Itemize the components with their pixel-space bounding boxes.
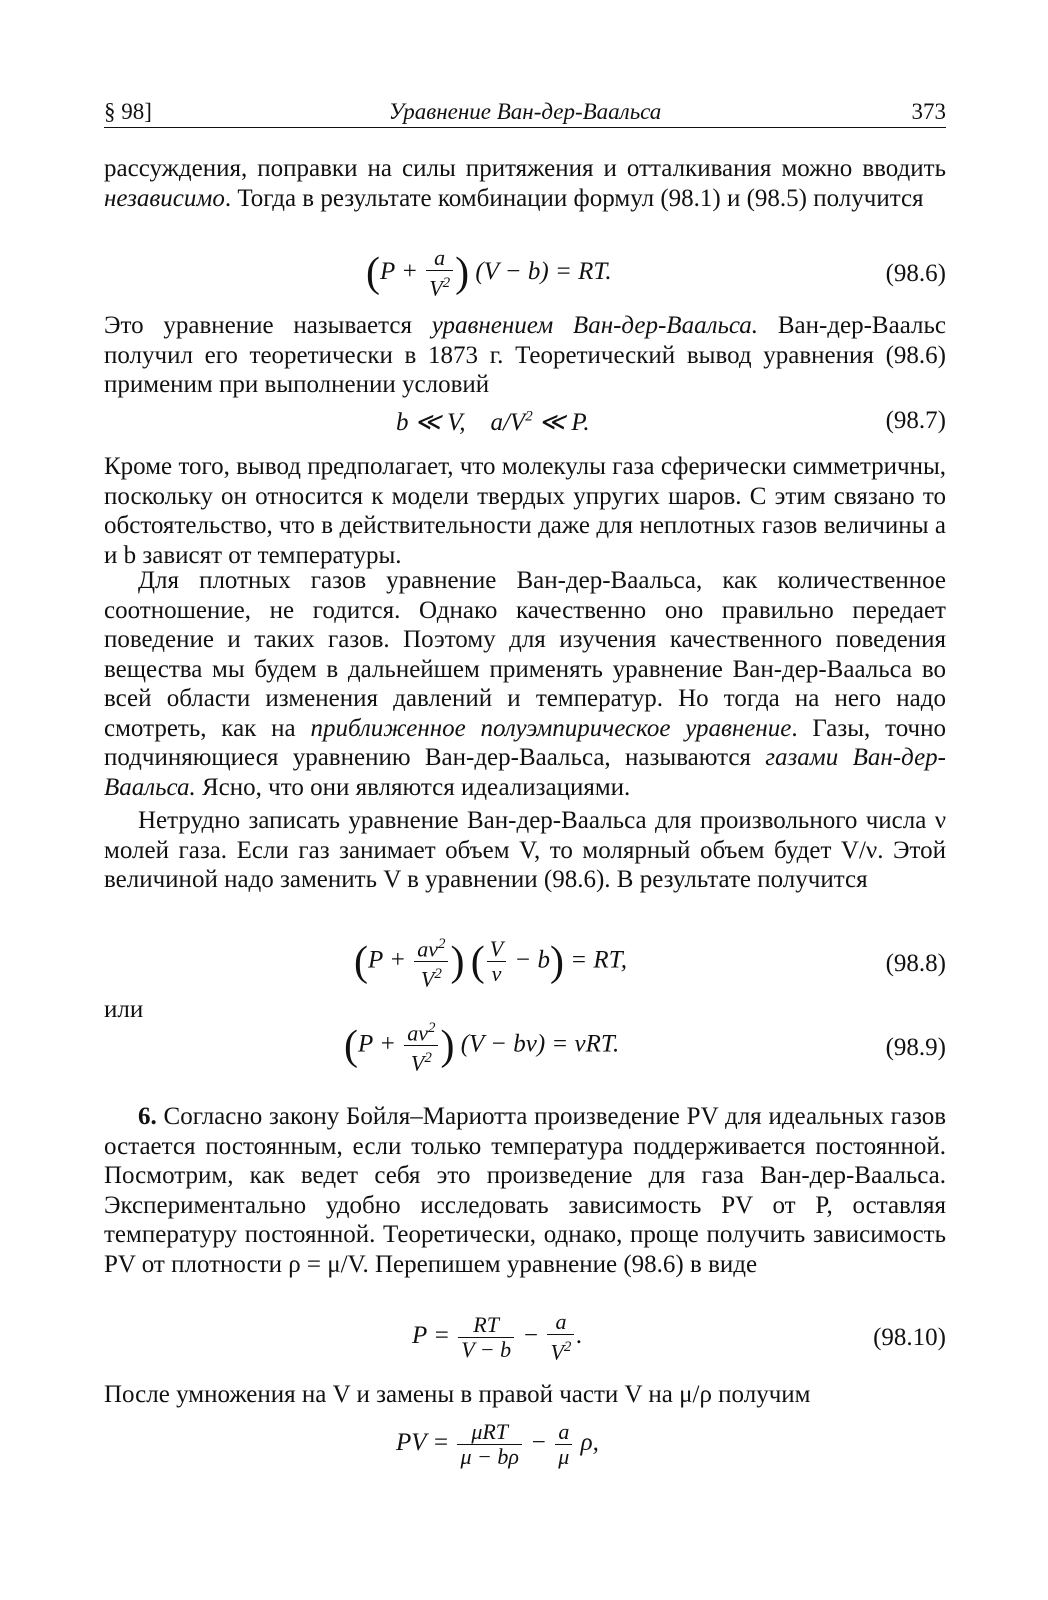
equation-98-8: (P + $\frac{a\nu^2}{V^2}$ ) ( $\frac{V}{\nu}$ − b) = RT, (98.8) — [104, 932, 946, 992]
paragraph-4-emphasis-1: приближенное полуэмпирическое уравнение — [310, 714, 792, 742]
equation-98-7: b ≪ V, $a/V^2$ ≪ P. (98.7) — [396, 407, 946, 436]
paragraph-1-pre: вводить — [862, 155, 946, 182]
paragraph-5 — [104, 806, 946, 895]
equation-tag: (98.7) — [885, 407, 946, 434]
equation-98-6: (P + $\frac{a}{V^2}$ ) (V − b) = RT. (98.6) — [366, 245, 946, 301]
paragraph-4 — [104, 566, 946, 802]
paragraph-2 — [104, 311, 946, 400]
paragraph-4-pre: Для плотных газов уравнение Ван-дер-Ваальса, как количественное соотношение, не годится. Однако качественно оно правильно передает поведение и таких газов. Поэтому для изучения качественного поведения вещества мы будем в дальнейшем применять уравнение Ван-дер-Ваальса во всей области изменения давлений и температур. Но тогда на него надо смотреть, как на — [104, 567, 946, 742]
paragraph-4-emphasis-2: газами Ван-дер-Ваальса. — [104, 744, 946, 801]
paragraph-6-text: Согласно закону Бойля–Мариотта произведение PV для идеальных газов остается постоянным, если только температура поддерживается постоянной. Посмотрим, как ведет себя это произведение для газа Ван-дер-Ваальса. Экспериментально удобно исследовать зависимость PV от P, оставляя температуру постоянной. Теоретически, однако, проще получить зависимость PV от плотности ρ = μ/V. Перепишем уравнение (98.6) в виде — [104, 1103, 946, 1278]
paragraph-2-post: Ван-дер-Ваальс получил его теоретически в 1873 г. Теоретический вывод уравнения (98.6) применим при выполнении условий — [104, 312, 946, 398]
section-number: § 98] — [104, 99, 152, 124]
paragraph-3 — [104, 452, 946, 570]
item-number: 6. — [138, 1103, 157, 1130]
paragraph-1-line1: рассуждения, поправки на силы притяжения и отталкивания можно — [104, 155, 853, 182]
paragraph-1-emphasis: независимо — [104, 184, 225, 212]
equation-tag: (98.9) — [885, 1034, 946, 1061]
equation-pv: PV = $\frac{\text{μRT}}{\mu - b\rho}$ − $\frac{a}{\mu}$ ρ, — [396, 1419, 599, 1469]
paragraph-3-text: Кроме того, вывод предполагает, что молекулы газа сферически симметричны, поскольку он относится к модели твердых упругих шаров. С этим связано то обстоятельство, что в действительности даже для неплотных газов величины a и b зависят от температуры. — [104, 453, 946, 569]
paragraph-1 — [104, 154, 946, 213]
paragraph-7-text: После умножения на V и замены в правой части V на μ/ρ получим — [104, 1381, 811, 1408]
paragraph-2-emphasis: уравнением Ван-дер-Ваальса. — [431, 312, 759, 339]
equation-98-10: P = $\frac{RT}{V - b}$ − $\frac{a}{V^2}$ . (98.10) — [412, 1309, 946, 1365]
equation-98-9: (P + $\frac{a\nu^2}{V^2}$ ) (V − bν) = νRT. (98.9) — [104, 1016, 946, 1076]
paragraph-6 — [104, 1102, 946, 1279]
equation-tag: (98.6) — [885, 260, 946, 287]
paragraph-4-mid: . Газы, точно подчиняющиеся уравнению Ван-дер-Ваальса, называются — [104, 714, 947, 771]
running-title: Уравнение Ван-дер-Ваальса — [388, 99, 662, 124]
paragraph-7 — [104, 1380, 946, 1410]
equation-tag: (98.8) — [885, 950, 946, 977]
running-header — [104, 97, 946, 128]
paragraph-2-pre: Это уравнение называется — [104, 312, 432, 339]
equation-tag: (98.10) — [873, 1324, 946, 1351]
paragraph-5-text: Нетрудно записать уравнение Ван-дер-Ваальса для произвольного числа ν молей газа. Если газ занимает объем V, то молярный объем будет V/ν. Этой величиной надо заменить V в уравнении (98.6). В результате получится — [104, 807, 946, 893]
paragraph-1-post: . Тогда в результате комбинации формул (98.1) и (98.5) получится — [224, 184, 924, 212]
page-number: 373 — [911, 99, 946, 124]
word-or: или — [104, 996, 144, 1023]
paragraph-4-post: Ясно, что они являются идеализациями. — [195, 773, 631, 801]
